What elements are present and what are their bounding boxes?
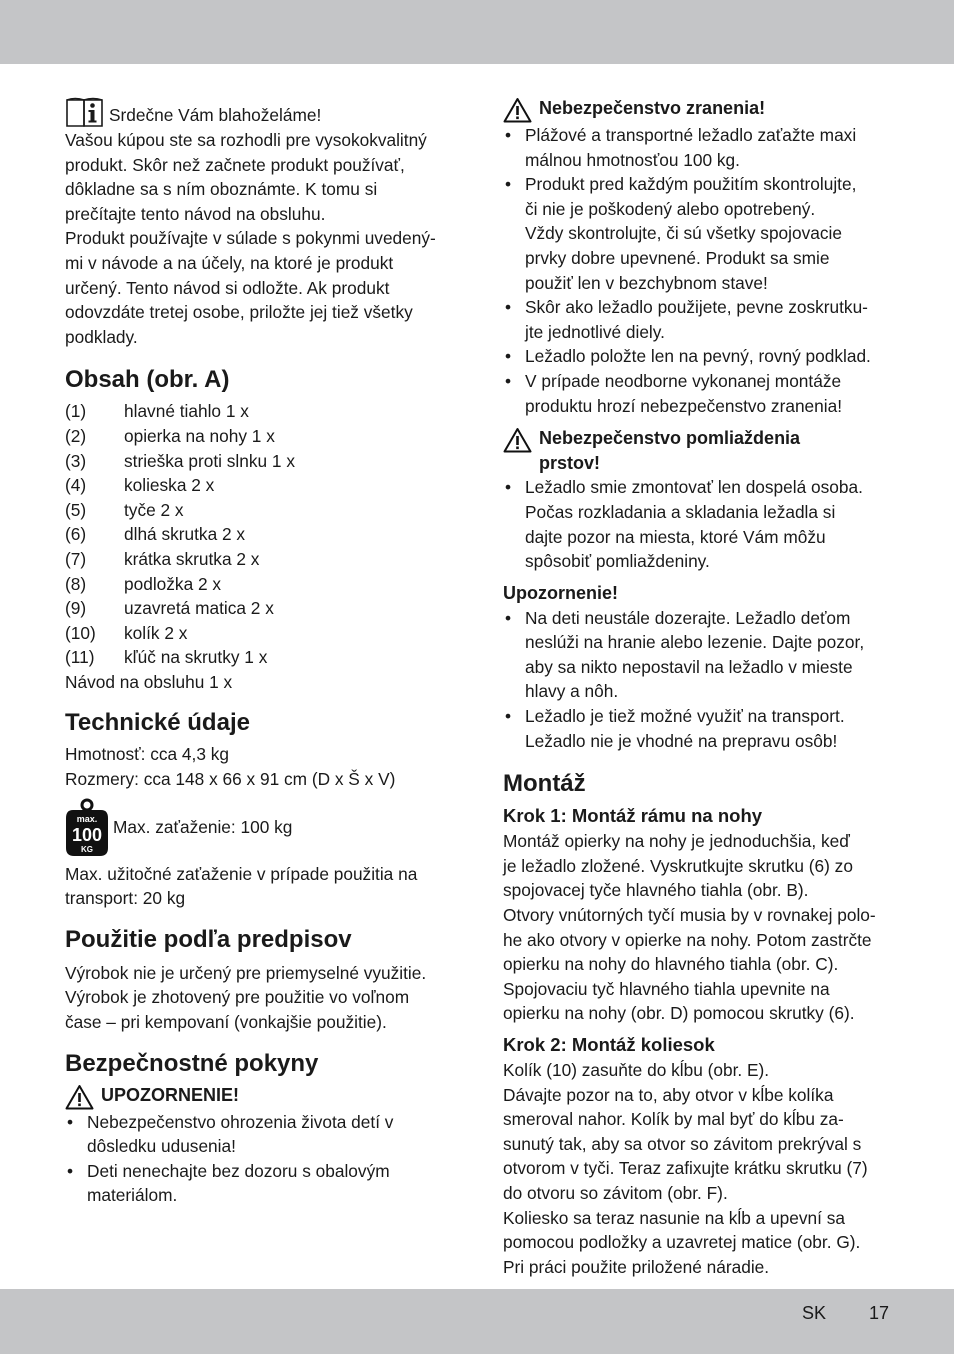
step1-line: Montáž opierky na nohy je jednoduchšia, keď: [503, 831, 850, 852]
step1-line: opierku na nohy do hlavného tiahla (obr. C).: [503, 954, 839, 975]
item-text: strieška proti slnku 1 x: [124, 450, 295, 471]
item-line: • Produkt pred každým použitím skontrolujte,: [525, 174, 857, 195]
list-item: [65, 1110, 450, 1159]
item-line: spôsobiť pomliaždeniny.: [525, 551, 710, 572]
intro-line: mi v návode a na účely, na ktoré je produkt: [65, 252, 394, 273]
item-number: (2): [65, 425, 87, 446]
list-item: [65, 449, 450, 474]
warning-title: [65, 1083, 450, 1110]
contents-list: [65, 399, 450, 694]
item-text: kľúč na skrutky 1 x: [124, 647, 268, 668]
list-item: [65, 1159, 450, 1208]
item-text: hlavné tiahlo 1 x: [124, 401, 249, 422]
intro-line: určený. Tento návod si odložte. Ak produkt: [65, 277, 390, 298]
usage-line: Výrobok je zhotovený pre použitie vo voľnom: [65, 987, 410, 1008]
item-line: • Plážové a transportné ležadlo zaťažte maxi: [525, 125, 857, 145]
list-item: [503, 475, 895, 573]
safety-heading: Bezpečnostné pokyny: [65, 1049, 319, 1077]
step1-line: Otvory vnútorných tyčí musia by v rovnakej polo-: [503, 905, 876, 926]
item-line: málnou hmotnosťou 100 kg.: [525, 149, 740, 170]
step1-line: Spojovaciu tyč hlavného tiahla upevnite na: [503, 978, 830, 999]
crush-title-line: prstov!: [539, 452, 601, 473]
list-item: [65, 522, 450, 547]
item-text: tyče 2 x: [124, 499, 184, 520]
crush-list: [503, 475, 895, 573]
step2-line: sunutý tak, aby sa otvor so závitom prekrýval s: [503, 1133, 862, 1154]
list-item: [65, 572, 450, 597]
item-number: (7): [65, 548, 87, 569]
intro-line: dôkladne sa s ním oboznámte. K tomu si: [65, 179, 378, 200]
list-item: [65, 621, 450, 646]
item-line: • Skôr ako ležadlo použijete, pevne zoskrutku-: [525, 297, 868, 318]
list-item: [65, 645, 450, 670]
list-item: [503, 172, 895, 295]
item-line: dôsledku udusenia!: [87, 1136, 236, 1157]
item-line: použiť len v bezchybnom stave!: [525, 272, 768, 293]
weight-max-100kg-icon: [65, 798, 109, 858]
item-text: podložka 2 x: [124, 573, 222, 594]
item-number: (3): [65, 450, 87, 471]
list-item: [65, 424, 450, 449]
weight-icon-unit: KG: [81, 844, 93, 854]
warning-list: [65, 1110, 450, 1208]
item-line: hlavy a nôh.: [525, 681, 619, 702]
step1-line: je ležadlo zložené. Vyskrutkujte skrutku (6) zo: [503, 855, 853, 876]
item-line: Vždy skontrolujte, či sú všetky spojovacie: [525, 223, 842, 244]
item-number: (4): [65, 475, 87, 496]
warning-triangle-icon: [503, 427, 532, 453]
item-number: (11): [65, 647, 95, 668]
list-item: [503, 295, 895, 344]
step1-line: spojovacej tyče hlavného tiahla (obr. B).: [503, 880, 809, 901]
item-line: • Ležadlo je tiež možné využiť na transport.: [525, 706, 845, 727]
step2-text: [503, 1058, 895, 1279]
weight-icon-number: 100: [71, 824, 103, 845]
step2-line: smeroval nahor. Kolík by mal byť do kĺbu za-: [503, 1109, 844, 1130]
step2-line: Kolík (10) zasuňte do kĺbu (obr. E).: [503, 1060, 770, 1080]
item-line: aby sa nikto nepostavil na ležadlo v mieste: [525, 656, 853, 677]
list-item: [65, 498, 450, 523]
intro-first-line: [65, 96, 450, 128]
step2-line: Pri práci použite priložené náradie.: [503, 1256, 770, 1277]
step2-line: Koliesko sa teraz nasunie na kĺb a upevní sa: [503, 1207, 845, 1228]
notice-list: [503, 606, 895, 754]
list-item: [503, 704, 895, 753]
injury-title: [503, 96, 895, 123]
step1-line: he ako otvory v opierke na nohy. Potom zastrčte: [503, 929, 872, 950]
item-line: • Deti nenechajte bez dozoru s obalovým: [87, 1160, 390, 1181]
usage-line: Výrobok nie je určený pre priemyselné využitie.: [65, 962, 427, 983]
item-line: Ležadlo nie je vhodné na prepravu osôb!: [525, 730, 838, 751]
item-text: krátka skrutka 2 x: [124, 548, 260, 569]
warning-title-text: UPOZORNENIE!: [101, 1084, 240, 1105]
item-line: Počas rozkladania a skladania ležadla si: [525, 501, 836, 522]
step2-line: Dávajte pozor na to, aby otvor v kĺbe kolíka: [503, 1084, 834, 1105]
intro-line: odovzdáte tretej osobe, priložte jej tiež všetky: [65, 302, 413, 323]
crush-title-line: Nebezpečenstvo pomliaždenia: [539, 428, 801, 449]
item-line: neslúži na hranie alebo lezenie. Dajte pozor,: [525, 632, 865, 653]
intro-line: Produkt používajte v súlade s pokynmi uvedený-: [65, 228, 436, 249]
item-number: (8): [65, 573, 87, 594]
item-line: či nie je poškodený alebo opotrebený.: [525, 198, 816, 219]
item-line: • Ležadlo smie zmontovať len dospelá osoba.: [525, 477, 863, 498]
usage-heading: Použitie podľa predpisov: [65, 925, 352, 953]
list-item: [65, 596, 450, 621]
item-line: • Na deti neustále dozerajte. Ležadlo deťom: [525, 607, 851, 628]
item-line: materiálom.: [87, 1185, 178, 1206]
contents-heading: Obsah (obr. A): [65, 366, 230, 394]
intro-line: Vašou kúpou ste sa rozhodli pre vysokokvalitný: [65, 130, 427, 150]
warning-triangle-icon: [65, 1084, 94, 1110]
item-text: kolieska 2 x: [124, 475, 215, 496]
info-book-icon: [65, 96, 105, 128]
intro-greeting: Srdečne Vám blahoželáme!: [109, 105, 322, 126]
tech-heading: Technické údaje: [65, 709, 250, 737]
item-line: dajte pozor na miesta, ktoré Vám môžu: [525, 526, 826, 547]
item-number: (6): [65, 524, 87, 545]
intro-line: prečítajte tento návod na obsluhu.: [65, 203, 326, 224]
footer-page-number: 17: [869, 1303, 890, 1323]
max-load-text: Max. zaťaženie: 100 kg: [113, 817, 293, 838]
intro-line: podklady.: [65, 326, 138, 347]
intro-line: produkt. Skôr než začnete produkt používať,: [65, 154, 405, 175]
item-number: (1): [65, 401, 87, 422]
tech-weight: Hmotnosť: cca 4,3 kg: [65, 744, 230, 765]
item-line: • Nebezpečenstvo ohrozenia života detí v: [87, 1111, 394, 1132]
step2-line: otvorom v tyči. Teraz zafixujte krátku skrutku (7): [503, 1158, 868, 1179]
injury-list: [503, 123, 895, 418]
item-text: dlhá skrutka 2 x: [124, 524, 246, 545]
item-number: (9): [65, 598, 87, 619]
item-text: kolík 2 x: [124, 622, 188, 643]
step2-line: do otvoru so závitom (obr. F).: [503, 1182, 728, 1203]
item-line: • Ležadlo položte len na pevný, rovný podklad.: [525, 346, 871, 367]
injury-title-text: Nebezpečenstvo zranenia!: [539, 98, 766, 118]
item-line: • V prípade neodborne vykonanej montáže: [525, 370, 842, 391]
transport-line: transport: 20 kg: [65, 888, 186, 909]
list-item: [503, 369, 895, 418]
left-column: [65, 96, 450, 1208]
list-item: [65, 473, 450, 498]
crush-title: [503, 426, 895, 475]
item-text: opierka na nohy 1 x: [124, 425, 275, 446]
step2-heading: Krok 2: Montáž koliesok: [503, 1034, 715, 1055]
item-text: uzavretá matica 2 x: [124, 598, 274, 619]
tech-dimensions: Rozmery: cca 148 x 66 x 91 cm (D x Š x V): [65, 769, 396, 790]
step1-text: [503, 829, 895, 1026]
warning-triangle-icon: [503, 97, 532, 123]
list-item: [503, 123, 895, 172]
usage-line: čase – pri kempovaní (vonkajšie použitie).: [65, 1012, 387, 1033]
max-load-row: [65, 798, 450, 858]
item-line: produktu hrozí nebezpečenstvo zranenia!: [525, 395, 843, 416]
notice-title: Upozornenie!: [503, 582, 618, 603]
intro-text: [65, 128, 450, 349]
item-line: jte jednotlivé diely.: [525, 321, 665, 342]
list-item: [65, 399, 450, 424]
right-column: [503, 96, 895, 1279]
weight-icon-top: max.: [76, 813, 98, 824]
list-item: [503, 606, 895, 704]
list-item: [503, 344, 895, 369]
list-item: [65, 547, 450, 572]
item-number: (10): [65, 622, 96, 643]
footer-language: SK: [802, 1303, 827, 1323]
step2-line: pomocou podložky a uzavretej matice (obr. G).: [503, 1232, 861, 1253]
usage-text: [65, 961, 450, 1035]
step1-line: opierku na nohy (obr. D) pomocou skrutky (6).: [503, 1003, 855, 1024]
step1-heading: Krok 1: Montáž rámu na nohy: [503, 805, 763, 827]
transport-line: Max. užitočné zaťaženie v prípade použitia na: [65, 863, 418, 884]
contents-manual: Návod na obsluhu 1 x: [65, 671, 233, 692]
top-bar: [0, 0, 954, 64]
item-line: prvky dobre upevnené. Produkt sa smie: [525, 247, 830, 268]
item-number: (5): [65, 499, 87, 520]
assembly-heading: Montáž: [503, 770, 586, 798]
